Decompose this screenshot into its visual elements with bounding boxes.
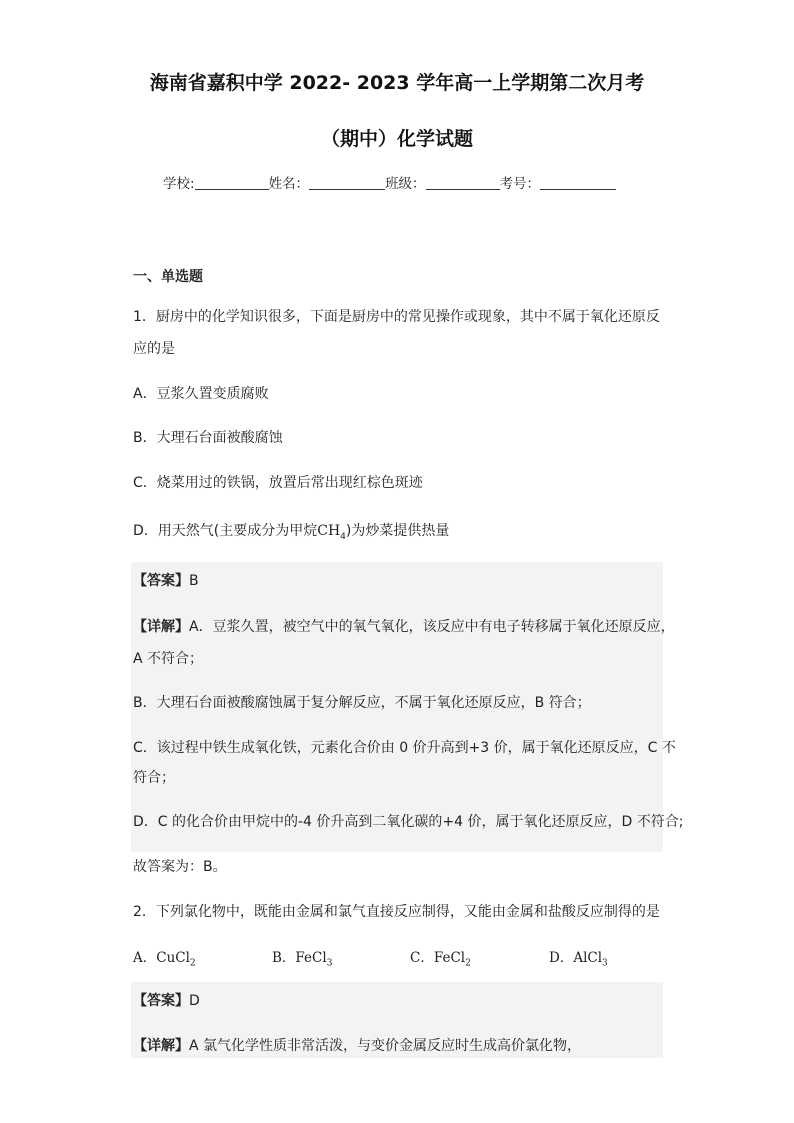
number-blank[interactable]	[540, 175, 616, 190]
q2-detail-text1: A 氯气化学性质非常活泼，与变价金属反应时生成高价氯化物，	[189, 1038, 582, 1054]
q2-option-a-subscript: 2	[189, 958, 196, 969]
q1-detail-line5: 符合；	[133, 770, 175, 786]
q1-answer	[133, 570, 199, 590]
class-label: 班级：	[385, 176, 426, 192]
q1-option-c: C．烧菜用过的铁锅，放置后常出现红棕色斑迹	[133, 475, 423, 491]
q1-detail-line6: D．C 的化合价由甲烷中的-4 价升高到二氧化碳的+4 价，属于氧化还原反应，D 不符合;	[133, 814, 684, 830]
q2-option-d	[549, 946, 608, 969]
q2-option-c-subscript: 2	[465, 958, 471, 969]
q1-option-a: A．豆浆久置变质腐败	[133, 386, 269, 402]
number-label: 考号：	[499, 176, 541, 192]
exam-title-line2: （期中）化学试题	[320, 128, 473, 150]
q2-option-c-text: C．FeCl	[410, 950, 466, 966]
q2-option-a-text: A．CuCl	[133, 950, 190, 966]
q2-option-d-subscript: 3	[602, 958, 608, 969]
q1-detail-line4: C．该过程中铁生成氧化铁，元素化合价由 0 价升高到+3 价，属于氧化还原反应，C 不	[133, 740, 676, 756]
class-blank[interactable]	[426, 175, 500, 190]
q2-option-b	[272, 946, 332, 969]
q1-detail-label: 【详解】	[133, 619, 189, 635]
q1-detail-line2: A 不符合；	[133, 651, 204, 667]
q1-answer-value: B	[189, 573, 199, 589]
school-blank[interactable]	[195, 175, 269, 190]
q2-option-a	[133, 946, 196, 969]
name-label: 姓名：	[268, 176, 310, 192]
q1-detail-line3: B．大理石台面被酸腐蚀属于复分解反应，不属于氧化还原反应，B 符合；	[133, 695, 591, 711]
q2-answer-value: D	[189, 993, 200, 1009]
q1-detail-line1	[133, 616, 675, 636]
q2-answer-label: 【答案】	[133, 993, 189, 1009]
student-info-line	[163, 172, 616, 192]
q1-stem-line2: 应的是	[133, 341, 175, 357]
q2-option-c	[410, 946, 471, 969]
q2-detail-label: 【详解】	[133, 1038, 189, 1054]
exam-title-line1: 海南省嘉积中学 2022- 2023 学年高一上学期第二次月考	[149, 72, 645, 94]
q2-option-b-subscript: 3	[326, 958, 333, 969]
q2-stem: 2．下列氯化物中，既能由金属和氯气直接反应制得，又能由金属和盐酸反应制得的是	[133, 904, 660, 920]
q2-option-b-text: B．FeCl	[272, 950, 327, 966]
q1-option-d-text: D．用天然气(主要成分为甲烷	[133, 523, 318, 539]
q2-answer	[133, 990, 200, 1010]
q1-option-d-subscript: 4	[340, 531, 346, 542]
q1-detail-text1: A．豆浆久置，被空气中的氧气氧化，该反应中有电子转移属于氧化还原反应，	[189, 619, 675, 635]
q1-option-d-tail: )为炒菜提供热量	[345, 523, 450, 539]
name-blank[interactable]	[309, 175, 385, 190]
q1-stem-line1: 1．厨房中的化学知识很多，下面是厨房中的常见操作或现象，其中不属于氧化还原反	[133, 309, 660, 325]
q1-answer-label: 【答案】	[133, 573, 189, 589]
q1-option-b: B．大理石台面被酸腐蚀	[133, 430, 283, 446]
q1-detail-line7: 故答案为：B。	[133, 859, 227, 875]
q2-detail-line1	[133, 1035, 581, 1055]
school-label: 学校:	[163, 176, 195, 192]
q2-option-d-text: D．AlCl	[549, 950, 603, 966]
q1-option-d	[133, 520, 449, 542]
q1-option-d-formula: CH	[317, 523, 341, 539]
section-heading: 一、单选题	[133, 269, 203, 285]
